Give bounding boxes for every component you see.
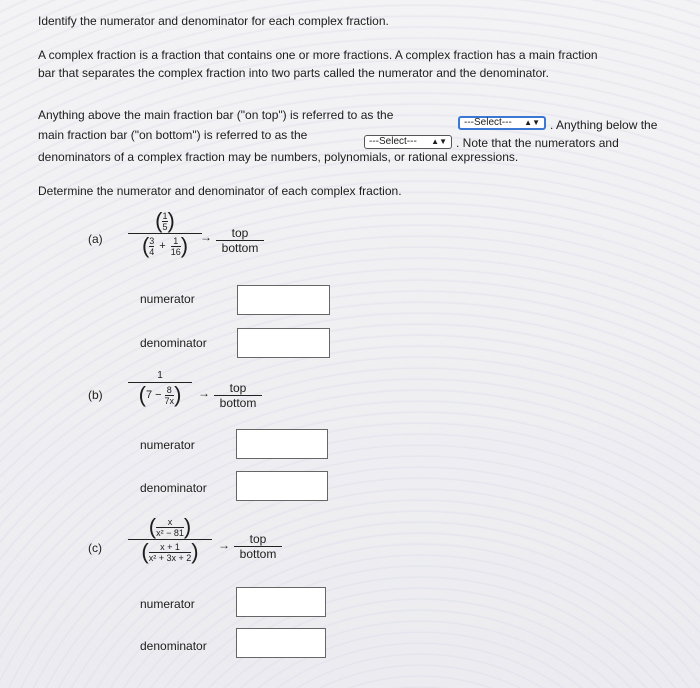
problem-c-fraction: ( x x² − 81 ) ( x + 1 x² + 3x + 2 ) (128, 516, 212, 563)
frac-a-top-den: 5 (162, 221, 168, 232)
denominator-input-b[interactable] (236, 471, 328, 501)
arrow-b: → (198, 386, 210, 400)
denominator-label-a: denominator (140, 336, 207, 350)
frac-a-b1-num: 3 (149, 235, 155, 246)
problem-a-label: (a) (88, 232, 103, 246)
updown-arrows-icon: ▲▼ (524, 118, 540, 127)
problem-c-label: (c) (88, 541, 102, 555)
frac-c-t-num: x (167, 516, 173, 527)
problem-b-fraction: 1 ( 7 − 8 7x ) (128, 370, 192, 406)
denominator-input-a[interactable] (237, 328, 330, 358)
frac-b-left: 7 − (145, 389, 162, 401)
frac-c-b-num: x + 1 (160, 541, 180, 552)
intro-line-1: A complex fraction is a fraction that contains one or more fractions. A complex fraction has a main fraction (38, 48, 598, 62)
para2-line-2a: main fraction bar ("on bottom") is referred to as the (38, 128, 308, 142)
frac-a-b2-num: 1 (173, 235, 179, 246)
top-label: top (229, 381, 247, 395)
problem-a-fraction: ( 1 5 ) ( 3 4 + 1 16 ) (128, 210, 202, 257)
determine-instruction: Determine the numerator and denominator of each complex fraction. (38, 184, 402, 198)
numerator-label-a: numerator (140, 292, 195, 306)
frac-b-den: 7x (164, 395, 175, 406)
top-bottom-c (234, 532, 282, 561)
frac-a-op: + (159, 240, 166, 252)
numerator-input-a[interactable] (237, 285, 330, 315)
frac-c-b-den: x² + 3x + 2 (148, 552, 192, 563)
denominator-term-select[interactable] (364, 135, 452, 149)
top-label: top (249, 532, 267, 546)
arrow-c: → (218, 538, 230, 552)
bottom-label: bottom (219, 396, 257, 410)
frac-b-top: 1 (157, 370, 163, 381)
numerator-term-select[interactable] (458, 116, 546, 130)
top-bottom-b (214, 381, 262, 410)
frac-a-b1-den: 4 (149, 246, 155, 257)
top-label: top (231, 226, 249, 240)
frac-a-top-num: 1 (162, 210, 168, 221)
top-bottom-a (216, 226, 264, 255)
para2-line-3: denominators of a complex fraction may be numbers, polynomials, or rational expressions. (38, 150, 519, 164)
updown-arrows-icon: ▲▼ (431, 137, 447, 146)
frac-a-b2-den: 16 (170, 246, 181, 257)
arrow-a: → (200, 230, 212, 244)
para2-line-2b: . Note that the numerators and (456, 136, 619, 150)
select-value: ---Select--- (464, 117, 512, 128)
para2-line-1a: Anything above the main fraction bar ("on top") is referred to as the (38, 108, 394, 122)
numerator-input-b[interactable] (236, 429, 328, 459)
select-value: ---Select--- (369, 136, 417, 147)
denominator-label-b: denominator (140, 481, 207, 495)
frac-b-num: 8 (166, 384, 172, 395)
frac-c-t-den: x² − 81 (156, 527, 184, 538)
numerator-label-b: numerator (140, 438, 195, 452)
bottom-label: bottom (239, 547, 277, 561)
bottom-label: bottom (221, 241, 259, 255)
denominator-label-c: denominator (140, 639, 207, 653)
problem-b-label: (b) (88, 388, 103, 402)
denominator-input-c[interactable] (236, 628, 326, 658)
numerator-label-c: numerator (140, 597, 195, 611)
intro-line-2: bar that separates the complex fraction into two parts called the numerator and the denominator. (38, 66, 549, 80)
numerator-input-c[interactable] (236, 587, 326, 617)
page-title: Identify the numerator and denominator for each complex fraction. (38, 14, 389, 28)
para2-line-1b: . Anything below the (550, 118, 658, 132)
